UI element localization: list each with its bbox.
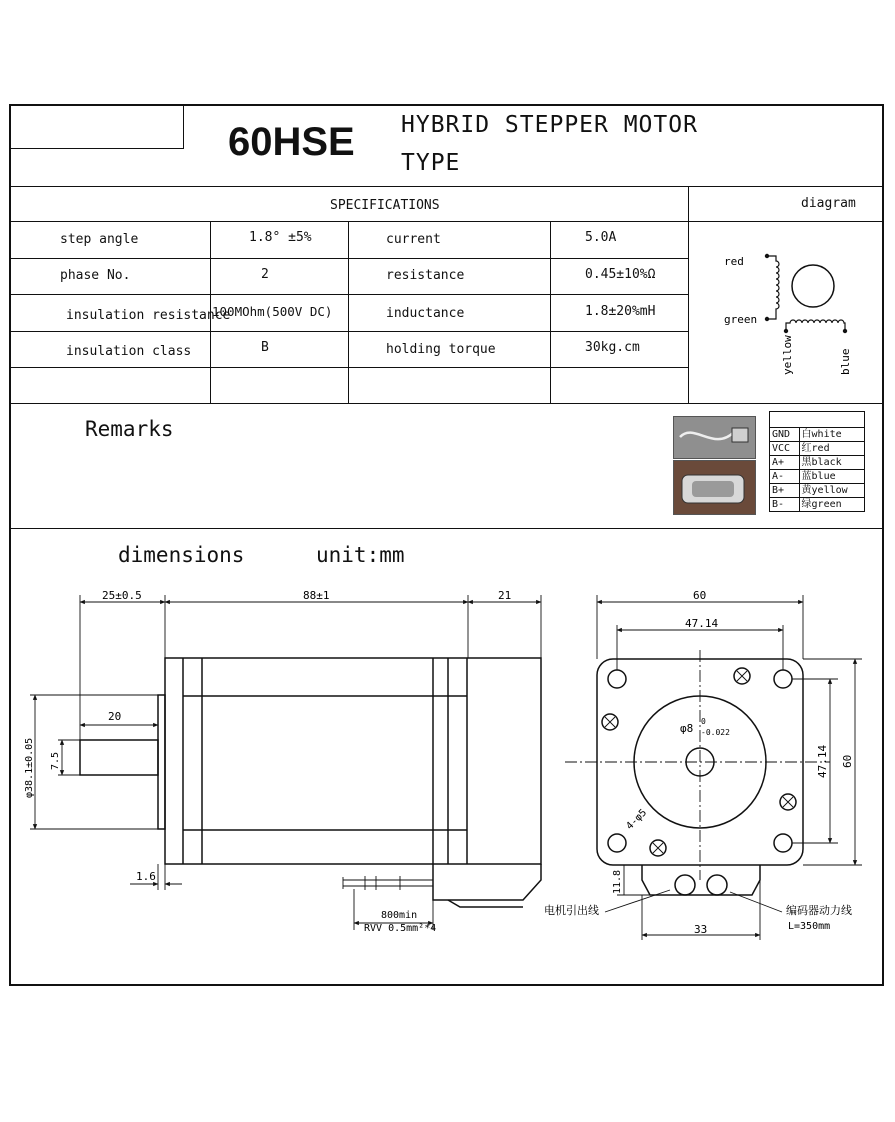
spec-value: 0.45±10%Ω (585, 267, 656, 282)
logo-box (9, 104, 184, 149)
dim-holes: 4-φ5 (624, 807, 650, 833)
spec-label: inductance (386, 306, 465, 321)
wire-label-blue: blue (839, 348, 852, 375)
spec-label: resistance (386, 268, 465, 283)
dim-flange-thickness: 1.6 (136, 870, 156, 883)
spec-value: 100MOhm(500V DC) (212, 304, 333, 319)
title-line-1: HYBRID STEPPER MOTOR (401, 112, 698, 138)
front-view-drawing (520, 580, 882, 950)
dim-flange: 25±0.5 (102, 589, 142, 602)
spec-label: phase No. (60, 268, 131, 283)
dim-boss: φ38.1±0.05 (24, 737, 35, 798)
spec-label: step angle (60, 232, 139, 247)
db15-connector-photo (673, 460, 756, 515)
side-view-drawing (20, 580, 560, 950)
encoder-lead-label: 编码器动力线 (786, 904, 852, 917)
pin-name: VCC (770, 442, 800, 456)
spec-label: insulation class (66, 344, 192, 359)
spec-value: 30kg.cm (585, 340, 640, 355)
encoder-lead-length: L=350mm (788, 921, 831, 932)
spec-value: B (261, 340, 269, 355)
dim-hole-pitch-v: 47.14 (816, 744, 829, 778)
specifications-heading: SPECIFICATIONS (330, 198, 440, 213)
wire-label-yellow: yellow (781, 335, 794, 375)
dim-rear: 21 (498, 589, 512, 602)
spec-value: 5.0A (585, 230, 617, 245)
dimensions-unit: unit:mm (316, 543, 405, 567)
spec-label: holding torque (386, 342, 496, 357)
dim-box-width: 33 (694, 923, 708, 936)
wire-color: 白white (799, 428, 864, 442)
wire-color: 蓝blue (799, 470, 864, 484)
pin-name: GND (770, 428, 800, 442)
dim-body: 88±1 (303, 589, 330, 602)
pin-name: B+ (770, 484, 800, 498)
remarks-label: Remarks (85, 417, 174, 441)
title-line-2: TYPE (401, 150, 461, 176)
spec-value: 1.8±20%mH (585, 304, 656, 319)
wiring-diagram (690, 223, 884, 401)
dim-box-height: 11.8 (612, 869, 623, 894)
wire-label-red: red (724, 255, 744, 268)
spec-label: insulation resistance (66, 308, 231, 323)
pin-name: B- (770, 498, 800, 512)
pin-name: A+ (770, 456, 800, 470)
wire-color: 黄yellow (799, 484, 864, 498)
coil-a (767, 256, 779, 319)
dim-shaft-dia: φ8 (680, 722, 694, 735)
dim-shaft-length: 20 (108, 710, 122, 723)
wire-label-green: green (724, 313, 758, 326)
wire-color: 绿green (799, 498, 864, 512)
rotor-circle (792, 265, 834, 307)
encoder-cable-photo (673, 416, 756, 459)
dim-width: 60 (693, 589, 707, 602)
dim-cable-spec: RVV 0.5mm²*4 (364, 923, 437, 934)
dim-hole-pitch-h: 47.14 (685, 617, 719, 630)
spec-label: current (386, 232, 441, 247)
dim-shaft-flat: 7.5 (50, 751, 61, 770)
coil-b (786, 320, 845, 331)
diagram-heading: diagram (801, 196, 856, 211)
motor-lead-label: 电机引出线 (544, 904, 599, 917)
wire-color: 红red (799, 442, 864, 456)
dim-shaft-tol-upper: 0 (701, 717, 706, 726)
wire-color: 黑black (799, 456, 864, 470)
pin-color-table (769, 411, 865, 512)
pin-name: A- (770, 470, 800, 484)
dim-shaft-tol-lower: -0.022 (701, 728, 730, 737)
spec-value: 2 (261, 267, 269, 282)
dim-height: 60 (841, 754, 854, 768)
spec-value: 1.8° ±5% (249, 230, 312, 245)
dim-lead-length: 800min (381, 910, 418, 921)
dimensions-title: dimensions (118, 543, 245, 567)
model-number: 60HSE (228, 120, 355, 164)
